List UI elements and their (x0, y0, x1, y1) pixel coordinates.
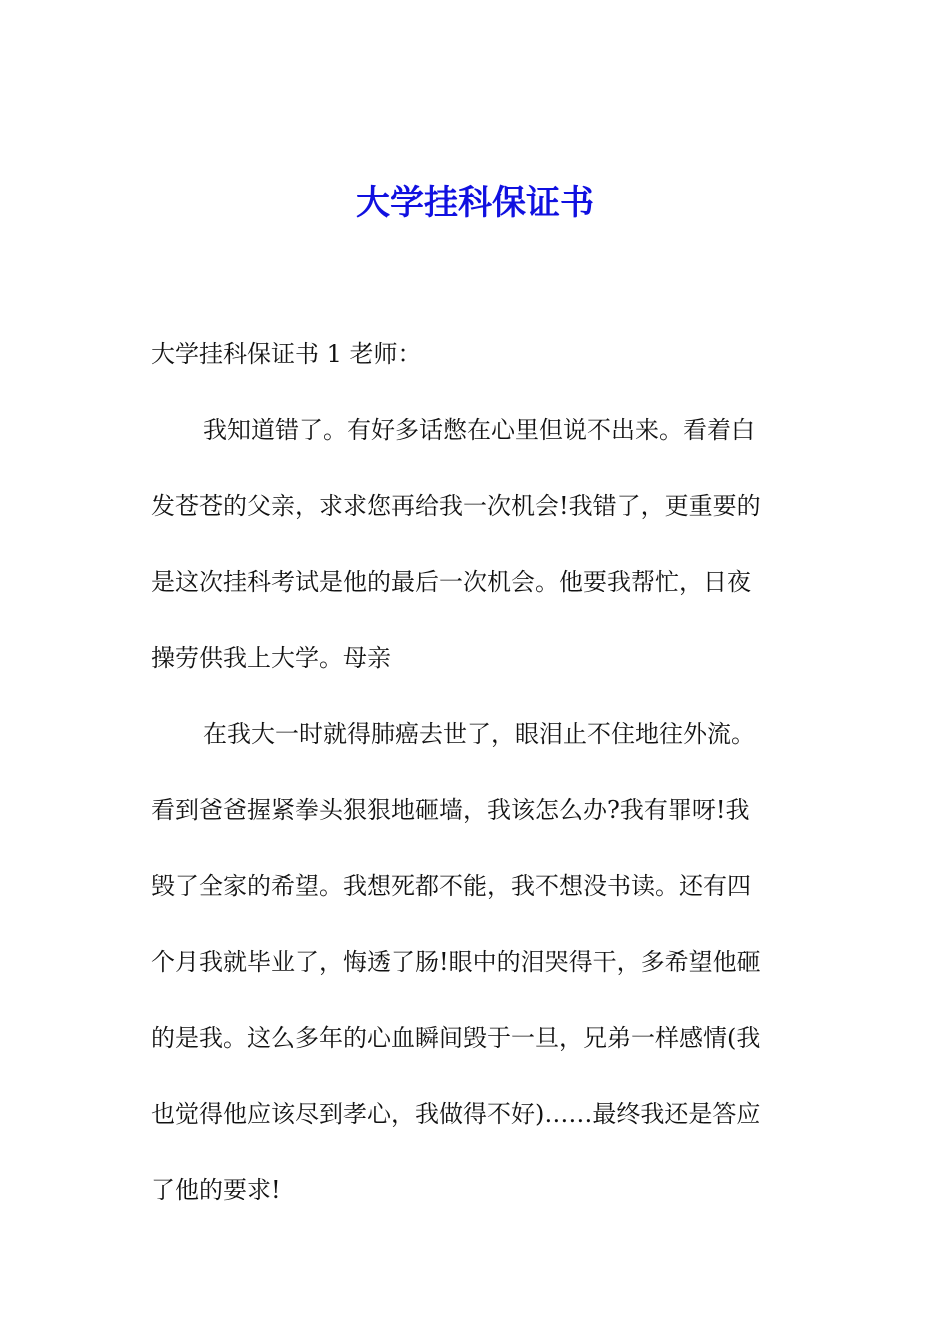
document-title: 大学挂科保证书 (356, 183, 594, 223)
paragraph-line: 发苍苍的父亲，求求您再给我一次机会!我错了，更重要的 (151, 492, 761, 520)
paragraph-line: 也觉得他应该尽到孝心，我做得不好)……最终我还是答应 (151, 1100, 761, 1128)
paragraph-line: 毁了全家的希望。我想死都不能，我不想没书读。还有四 (151, 872, 751, 900)
paragraph-line: 操劳供我上大学。母亲 (151, 644, 391, 672)
paragraph-line: 的是我。这么多年的心血瞬间毁于一旦，兄弟一样感情(我 (151, 1024, 761, 1052)
paragraph-line: 个月我就毕业了，悔透了肠!眼中的泪哭得干，多希望他砸 (151, 948, 761, 976)
paragraph-line: 看到爸爸握紧拳头狠狠地砸墙，我该怎么办?我有罪呀!我 (151, 796, 750, 824)
document-body (151, 330, 811, 1242)
salutation-line: 大学挂科保证书 1 老师： (151, 340, 422, 368)
paragraph-line: 我知道错了。有好多话憋在心里但说不出来。看着白 (203, 416, 755, 444)
paragraph-line: 了他的要求! (151, 1176, 281, 1204)
paragraph-line: 是这次挂科考试是他的最后一次机会。他要我帮忙，日夜 (151, 568, 751, 596)
paragraph-line: 在我大一时就得肺癌去世了，眼泪止不住地往外流。 (203, 720, 755, 748)
